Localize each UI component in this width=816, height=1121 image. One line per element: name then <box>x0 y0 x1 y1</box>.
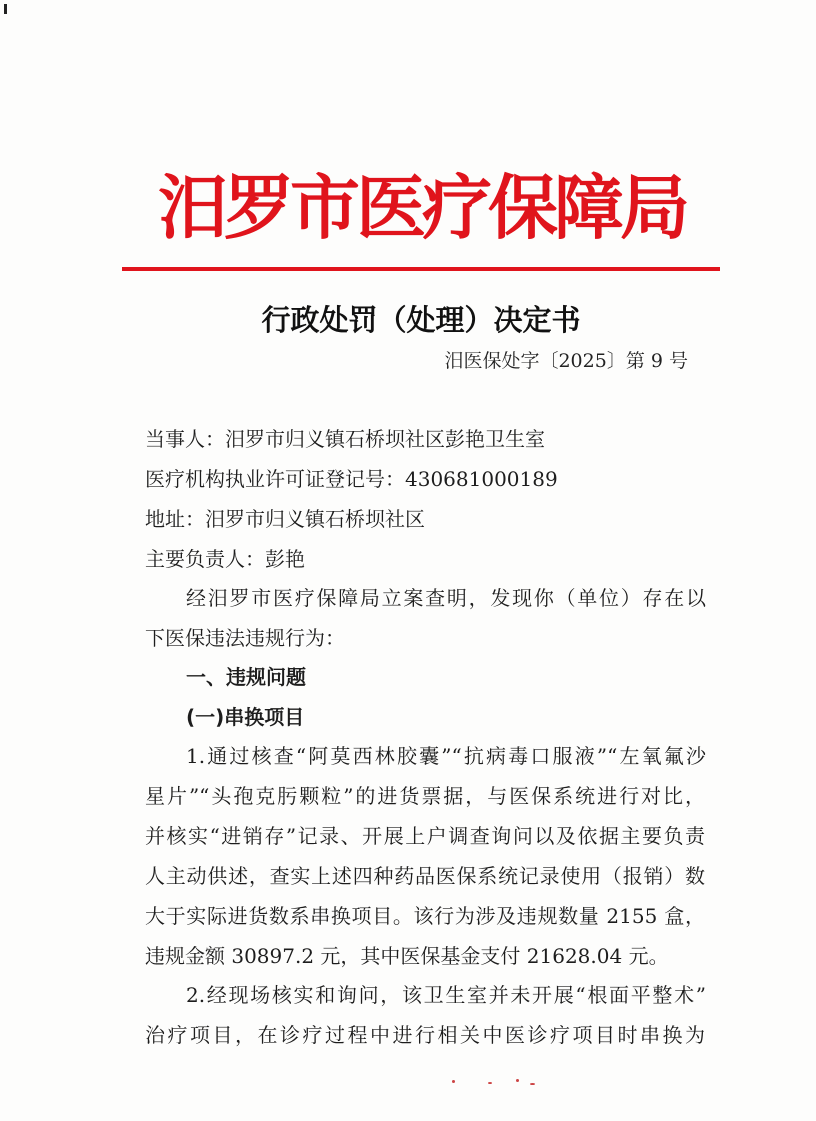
issuer-title: 汨罗市医疗保障局 <box>158 166 686 249</box>
subsection-heading-swap: (一)串换项目 <box>186 705 305 729</box>
item1-line-4: 人主动供述，查实上述四种药品医保系统记录使用（报销）数 <box>145 864 705 888</box>
document-title: 行政处罚（处理）决定书 <box>261 303 581 337</box>
scan-speck <box>488 1082 492 1084</box>
license-number: 医疗机构执业许可证登记号：430681000189 <box>145 467 558 491</box>
item1-line-6: 违规金额 30897.2 元，其中医保基金支付 21628.04 元。 <box>145 944 669 968</box>
item1-line-2: 星片”“头孢克肟颗粒”的进货票据，与医保系统进行对比， <box>145 784 705 808</box>
item2-line-2: 治疗项目，在诊疗过程中进行相关中医诊疗项目时串换为 <box>145 1023 705 1047</box>
item1-line-3: 并核实“进销存”记录、开展上户调查询问以及依据主要负责 <box>145 824 705 848</box>
item2-line-1: 2.经现场核实和询问，该卫生室并未开展“根面平整术” <box>186 983 706 1007</box>
scan-speck <box>516 1079 519 1082</box>
item1-line-5: 大于实际进货数系串换项目。该行为涉及违规数量 2155 盒， <box>145 904 705 928</box>
scan-speck <box>530 1083 535 1085</box>
scan-speck <box>452 1080 455 1083</box>
scan-mark <box>4 4 7 14</box>
document-number: 汨医保处字〔2025〕第 9 号 <box>444 350 688 372</box>
intro-line-2: 下医保违法违规行为： <box>145 626 345 650</box>
item1-line-1: 1.通过核查“阿莫西林胶囊”“抗病毒口服液”“左氧氟沙 <box>186 744 706 768</box>
red-header-rule <box>122 267 720 271</box>
party-address: 地址：汨罗市归义镇石桥坝社区 <box>145 507 425 531</box>
section-heading-violations: 一、违规问题 <box>186 665 306 689</box>
intro-line-1: 经汨罗市医疗保障局立案查明，发现你（单位）存在以 <box>186 586 706 610</box>
principal-person: 主要负责人：彭艳 <box>145 547 305 571</box>
party-name: 当事人：汨罗市归义镇石桥坝社区彭艳卫生室 <box>145 427 545 451</box>
